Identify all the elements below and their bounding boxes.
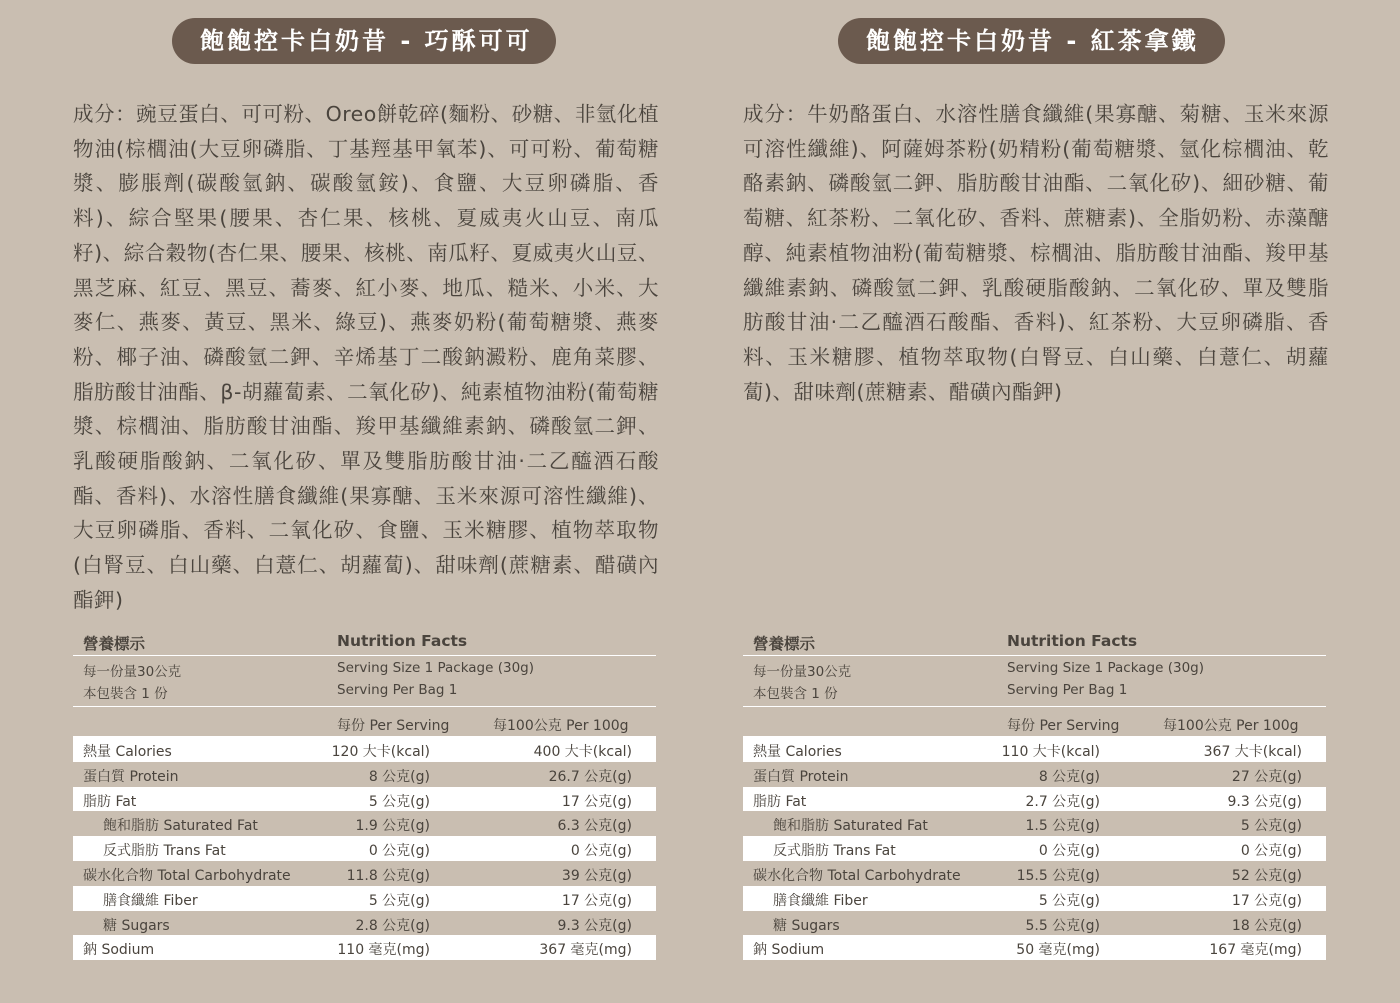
nutrition-title-zh: 營養標示	[753, 635, 816, 653]
nutrient-label: 膳食纖維 Fiber	[103, 892, 198, 909]
nutrient-value-per-serving: 1.5 公克(g)	[1025, 818, 1100, 835]
nutrient-label: 熱量 Calories	[83, 744, 172, 760]
nutrient-value-per-100g: 367 毫克(mg)	[539, 942, 632, 959]
serving-info	[73, 656, 656, 707]
nutrient-value-per-100g: 27 公克(g)	[1231, 768, 1302, 785]
nutrient-row	[73, 811, 656, 836]
nutrient-label: 碳水化合物 Total Carbohydrate	[753, 867, 961, 884]
nutrient-row	[743, 886, 1326, 911]
nutrient-value-per-serving: 15.5 公克(g)	[1016, 867, 1100, 884]
ingredients-text: 成分：牛奶酪蛋白、水溶性膳食纖維(果寡醣、菊糖、玉米來源可溶性纖維)、阿薩姆茶粉(奶精粉(葡萄糖漿、氫化棕櫚油、乾酪素鈉、磷酸氫二鉀、脂肪酸甘油酯、二氧化矽)、細砂糖、葡萄糖、紅茶粉、二氧化矽、香料、蔗糖素)、全脂奶粉、赤藻醣醇、純素植物油粉(葡萄糖漿、棕櫚油、脂肪酸甘油酯、羧甲基纖維素鈉、磷酸氫二鉀、乳酸硬脂酸鈉、二氧化矽、單及雙脂肪酸甘油·二乙醯酒石酸酯、香料)、紅茶粉、大豆卵磷脂、香料、玉米糖膠、植物萃取物(白腎豆、白山藥、白薏仁、胡蘿蔔)、甜味劑(蔗糖素、醋磺內酯鉀)	[743, 102, 1329, 404]
nutrient-value-per-100g: 52 公克(g)	[1231, 867, 1302, 884]
nutrient-value-per-100g: 17 公克(g)	[1231, 892, 1302, 909]
nutrient-label: 碳水化合物 Total Carbohydrate	[83, 867, 291, 884]
nutrient-value-per-100g: 9.3 公克(g)	[557, 917, 632, 934]
nutrient-value-per-serving: 110 大卡(kcal)	[1001, 744, 1100, 760]
nutrient-value-per-serving: 11.8 公克(g)	[346, 867, 430, 884]
nutrient-label: 反式脂肪 Trans Fat	[773, 843, 896, 860]
nutrition-header	[743, 631, 1326, 656]
nutrient-label: 膳食纖維 Fiber	[773, 892, 868, 909]
nutrition-facts-table	[743, 631, 1326, 960]
nutrient-value-per-serving: 120 大卡(kcal)	[331, 744, 430, 760]
column-per-100g: 每100公克 Per 100g	[1163, 718, 1299, 734]
serving-size-zh: 每一份量30公克	[83, 664, 182, 680]
product-title-badge: 飽飽控卡白奶昔 - 巧酥可可	[172, 18, 556, 64]
nutrient-value-per-100g: 6.3 公克(g)	[557, 818, 632, 835]
nutrient-value-per-serving: 0 公克(g)	[1038, 843, 1100, 860]
column-per-serving: 每份 Per Serving	[1007, 718, 1120, 734]
nutrient-label: 脂肪 Fat	[753, 793, 807, 810]
nutrient-row	[743, 811, 1326, 836]
nutrient-value-per-100g: 5 公克(g)	[1240, 818, 1302, 835]
nutrient-label: 糖 Sugars	[103, 917, 170, 934]
nutrient-row	[73, 911, 656, 936]
nutrient-value-per-100g: 167 毫克(mg)	[1209, 942, 1302, 959]
nutrient-value-per-100g: 400 大卡(kcal)	[533, 744, 632, 760]
serving-info	[743, 656, 1326, 707]
nutrient-value-per-serving: 2.7 公克(g)	[1025, 793, 1100, 810]
nutrient-value-per-100g: 367 大卡(kcal)	[1203, 744, 1302, 760]
nutrient-label: 鈉 Sodium	[753, 942, 825, 959]
nutrient-value-per-serving: 5 公克(g)	[368, 892, 430, 909]
nutrient-value-per-serving: 110 毫克(mg)	[337, 942, 430, 959]
nutrition-facts-table	[73, 631, 656, 960]
nutrient-value-per-serving: 50 毫克(mg)	[1016, 942, 1100, 959]
nutrition-title-zh: 營養標示	[83, 635, 146, 653]
nutrient-row	[73, 861, 656, 886]
nutrient-value-per-serving: 2.8 公克(g)	[355, 917, 430, 934]
nutrient-row	[743, 935, 1326, 960]
nutrient-row	[73, 886, 656, 911]
nutrient-row	[743, 861, 1326, 886]
nutrition-rows	[743, 736, 1326, 960]
nutrient-label: 鈉 Sodium	[83, 942, 155, 959]
nutrient-row	[743, 787, 1326, 812]
nutrient-value-per-serving: 5 公克(g)	[368, 793, 430, 810]
serving-size-zh: 每一份量30公克	[753, 664, 852, 680]
column-per-serving: 每份 Per Serving	[337, 718, 450, 734]
nutrient-label: 反式脂肪 Trans Fat	[103, 843, 226, 860]
nutrient-label: 熱量 Calories	[753, 744, 842, 760]
nutrient-value-per-serving: 1.9 公克(g)	[355, 818, 430, 835]
nutrition-rows	[73, 736, 656, 960]
servings-per-bag-zh: 本包裝含 1 份	[753, 686, 838, 702]
nutrient-value-per-100g: 17 公克(g)	[561, 892, 632, 909]
product-panel-black-tea-latte	[740, 0, 1340, 1003]
nutrient-row	[743, 911, 1326, 936]
nutrient-label: 飽和脂肪 Saturated Fat	[103, 818, 258, 835]
nutrient-row	[73, 787, 656, 812]
nutrient-row	[73, 836, 656, 861]
nutrient-value-per-serving: 0 公克(g)	[368, 843, 430, 860]
nutrient-label: 糖 Sugars	[773, 917, 840, 934]
nutrient-row	[743, 736, 1326, 762]
column-headers	[743, 711, 1326, 736]
servings-per-bag-en: Serving Per Bag 1	[1007, 682, 1128, 698]
product-panel-cocoa	[70, 0, 670, 1003]
nutrient-value-per-100g: 0 公克(g)	[1240, 843, 1302, 860]
nutrient-label: 脂肪 Fat	[83, 793, 137, 810]
nutrition-title-en: Nutrition Facts	[1007, 632, 1138, 650]
nutrient-value-per-serving: 8 公克(g)	[1038, 768, 1100, 785]
nutrient-row	[73, 935, 656, 960]
servings-per-bag-zh: 本包裝含 1 份	[83, 686, 168, 702]
nutrient-label: 蛋白質 Protein	[83, 768, 179, 785]
nutrient-value-per-100g: 0 公克(g)	[570, 843, 632, 860]
serving-size-en: Serving Size 1 Package (30g)	[337, 660, 534, 676]
servings-per-bag-en: Serving Per Bag 1	[337, 682, 458, 698]
nutrient-value-per-100g: 17 公克(g)	[561, 793, 632, 810]
column-headers	[73, 711, 656, 736]
nutrient-row	[743, 836, 1326, 861]
nutrient-row	[73, 762, 656, 787]
nutrition-title-en: Nutrition Facts	[337, 632, 468, 650]
nutrient-row	[73, 736, 656, 762]
nutrient-value-per-100g: 9.3 公克(g)	[1227, 793, 1302, 810]
nutrient-value-per-serving: 5.5 公克(g)	[1025, 917, 1100, 934]
nutrient-value-per-100g: 39 公克(g)	[561, 867, 632, 884]
nutrient-value-per-serving: 8 公克(g)	[368, 768, 430, 785]
ingredients-text: 成分：豌豆蛋白、可可粉、Oreo餅乾碎(麵粉、砂糖、非氫化植物油(棕櫚油(大豆卵磷脂、丁基羥基甲氧苯)、可可粉、葡萄糖漿、膨脹劑(碳酸氫鈉、碳酸氫銨)、食鹽、大豆卵磷脂、香料)、綜合堅果(腰果、杏仁果、核桃、夏威夷火山豆、南瓜籽)、綜合穀物(杏仁果、腰果、核桃、南瓜籽、夏威夷火山豆、黑芝麻、紅豆、黑豆、蕎麥、紅小麥、地瓜、糙米、小米、大麥仁、燕麥、黃豆、黑米、綠豆)、燕麥奶粉(葡萄糖漿、燕麥粉、椰子油、磷酸氫二鉀、辛烯基丁二酸鈉澱粉、鹿角菜膠、脂肪酸甘油酯、β-胡蘿蔔素、二氧化矽)、純素植物油粉(葡萄糖漿、棕櫚油、脂肪酸甘油酯、羧甲基纖維素鈉、磷酸氫二鉀、乳酸硬脂酸鈉、二氧化矽、單及雙脂肪酸甘油·二乙醯酒石酸酯、香料)、水溶性膳食纖維(果寡醣、玉米來源可溶性纖維)、大豆卵磷脂、香料、二氧化矽、食鹽、玉米糖膠、植物萃取物(白腎豆、白山藥、白薏仁、胡蘿蔔)、甜味劑(蔗糖素、醋磺內酯鉀)	[73, 102, 659, 612]
nutrient-value-per-serving: 5 公克(g)	[1038, 892, 1100, 909]
nutrient-value-per-100g: 26.7 公克(g)	[548, 768, 632, 785]
serving-size-en: Serving Size 1 Package (30g)	[1007, 660, 1204, 676]
column-per-100g: 每100公克 Per 100g	[493, 718, 629, 734]
product-title-badge: 飽飽控卡白奶昔 - 紅茶拿鐵	[838, 18, 1225, 64]
nutrient-value-per-100g: 18 公克(g)	[1231, 917, 1302, 934]
nutrient-label: 蛋白質 Protein	[753, 768, 849, 785]
nutrition-header	[73, 631, 656, 656]
nutrient-label: 飽和脂肪 Saturated Fat	[773, 818, 928, 835]
nutrient-row	[743, 762, 1326, 787]
